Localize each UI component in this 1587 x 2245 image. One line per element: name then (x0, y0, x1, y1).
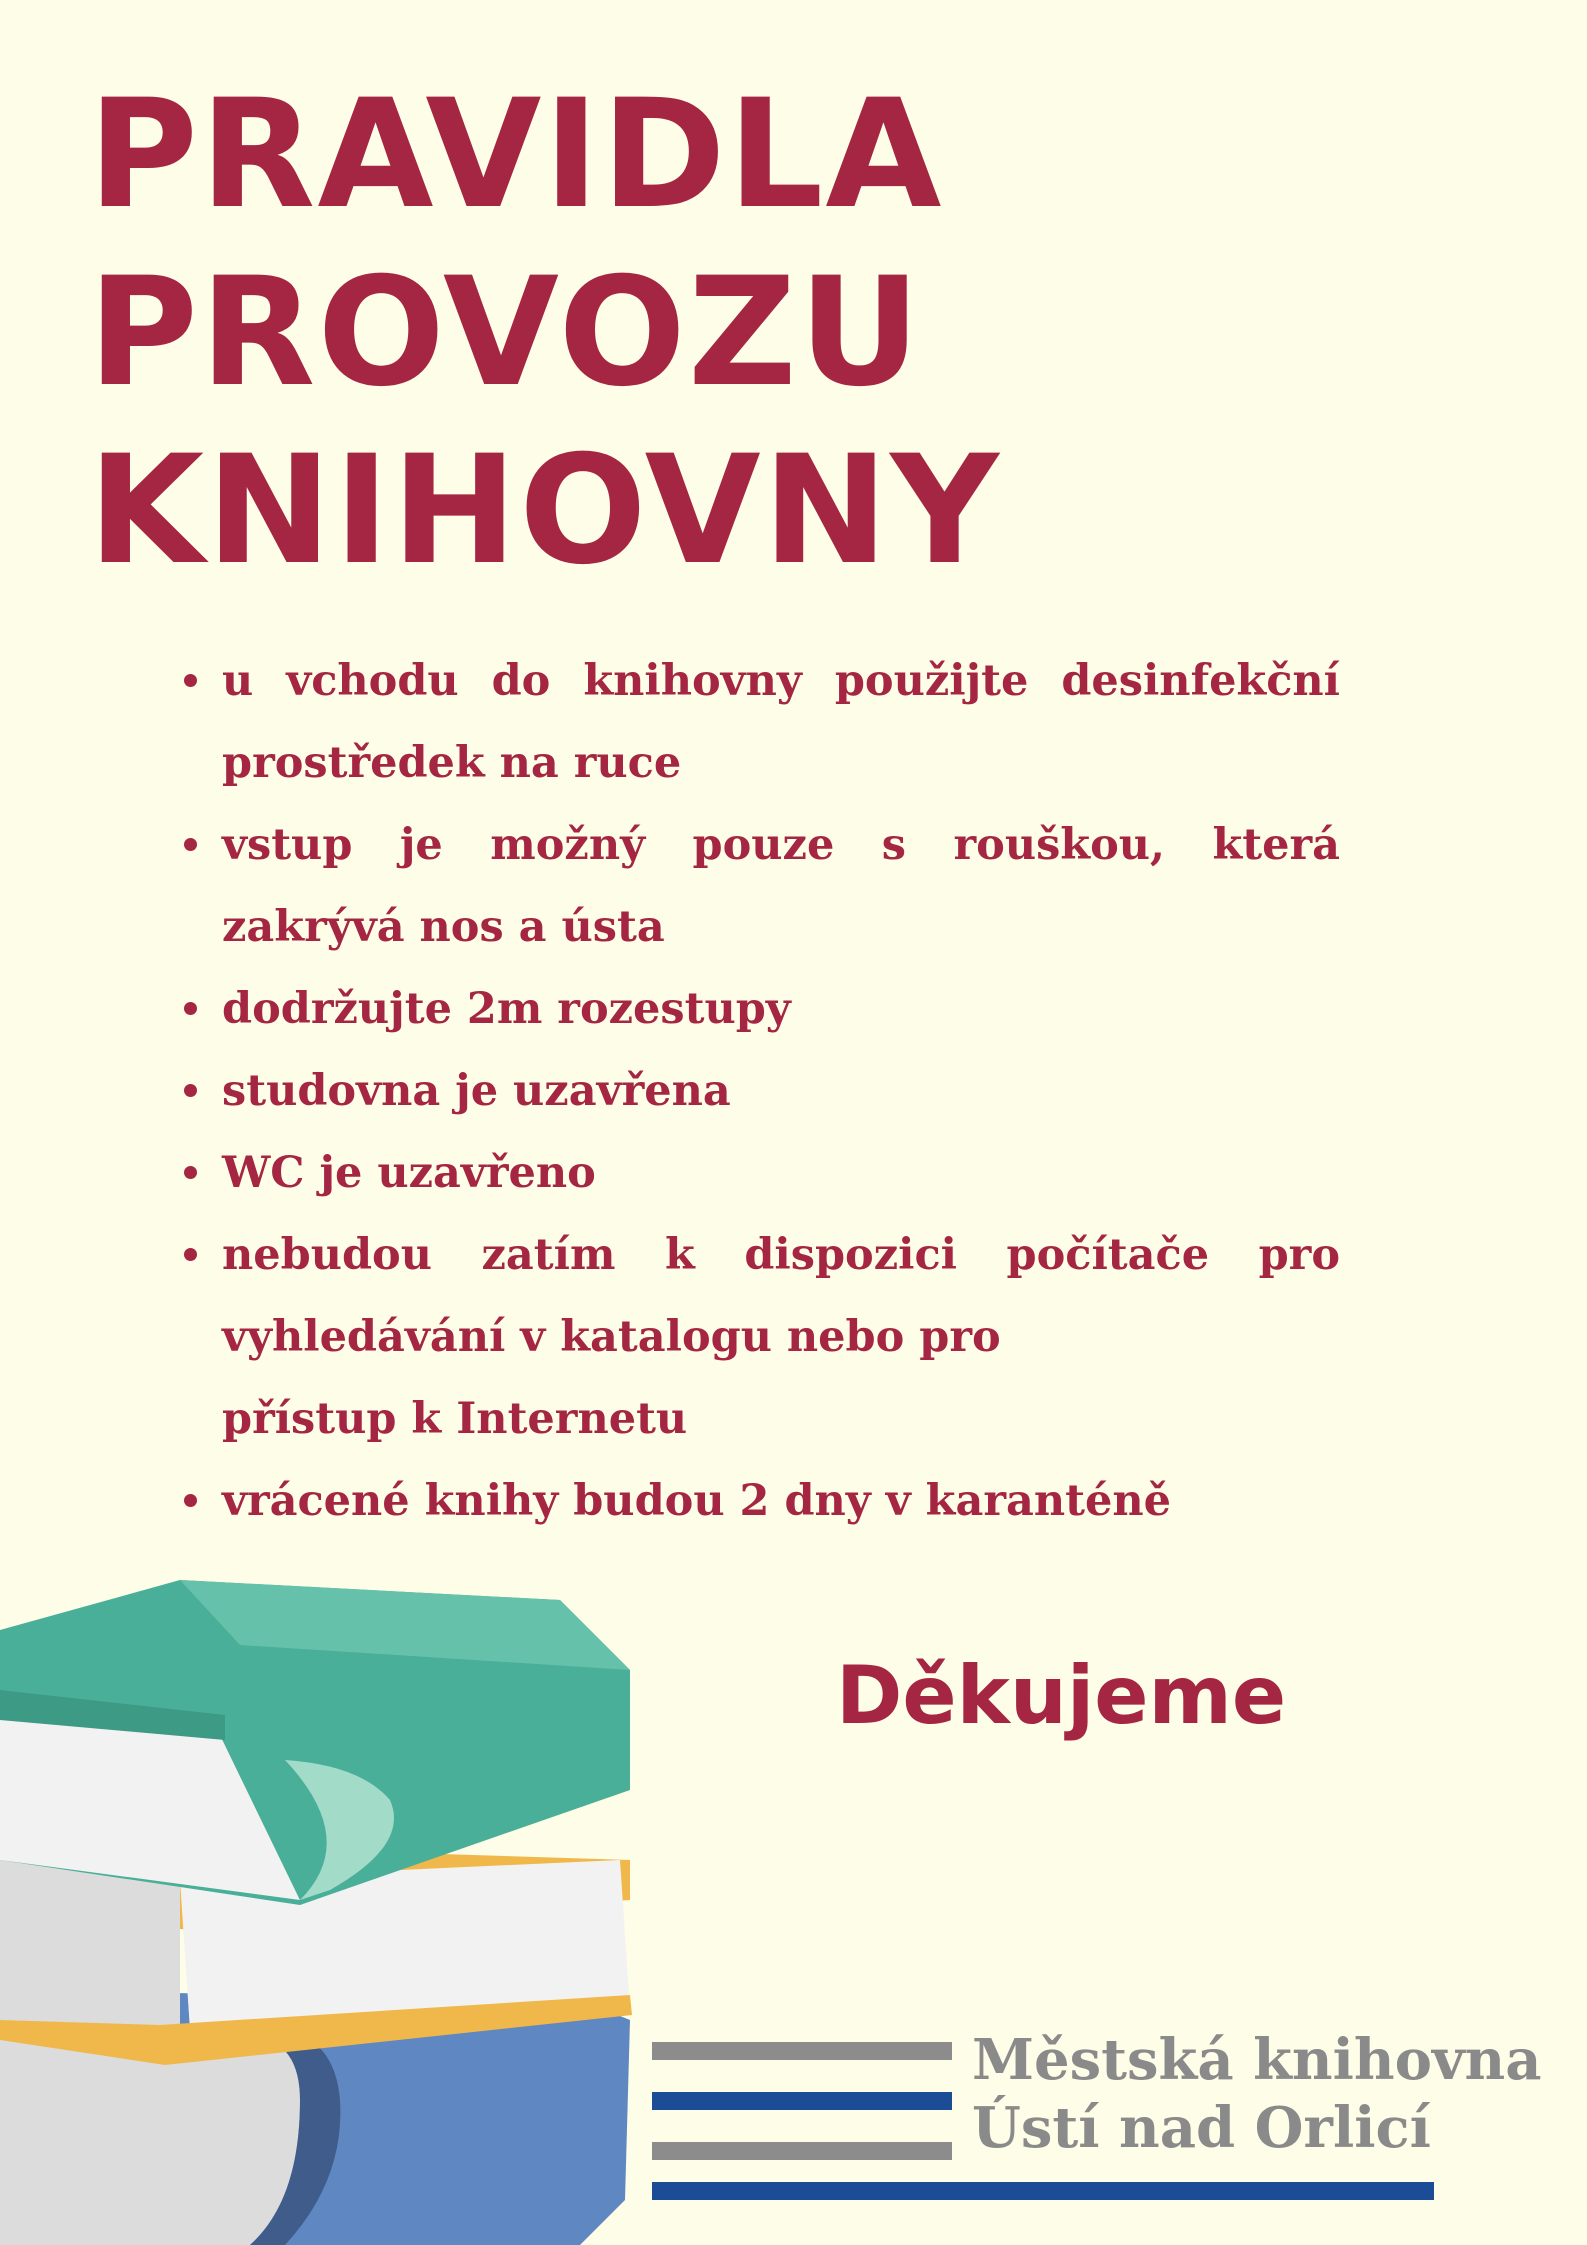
rule-line: WC je uzavřeno (222, 1148, 596, 1198)
rule-line: u vchodu do knihovny použijte desinfekční (222, 656, 1340, 706)
page-title (88, 66, 1001, 600)
title-line-1: PRAVIDLA (88, 68, 944, 242)
bullet-icon (184, 1084, 197, 1097)
rule-item (180, 640, 1340, 804)
logo-bar (652, 2142, 952, 2160)
thanks-text: Děkujeme (836, 1649, 1287, 1742)
rule-line: dodržujte 2m rozestupy (222, 984, 791, 1034)
green-book-icon (0, 1580, 630, 1905)
logo-bar (652, 2092, 952, 2110)
bullet-icon (184, 674, 197, 687)
bullet-icon (184, 1248, 197, 1261)
books-stack-icon (0, 1560, 660, 2245)
rule-item (180, 1050, 1340, 1132)
rule-line: vstup je možný pouze s rouškou, která (222, 820, 1340, 870)
rule-item (180, 1214, 1340, 1460)
rule-line: vrácené knihy budou 2 dny v karanténě (222, 1476, 1171, 1526)
rule-line: vyhledávání v katalogu nebo pro (222, 1312, 1001, 1362)
logo-bar (652, 2182, 1434, 2200)
logo-line-2: Ústí nad Orlicí (972, 2095, 1431, 2161)
bullet-icon (184, 1166, 197, 1179)
title-line-2: PROVOZU (88, 246, 923, 420)
title-line-3: KNIHOVNY (88, 424, 1001, 598)
rule-item (180, 968, 1340, 1050)
rules-list (180, 640, 1340, 1542)
rule-line: studovna je uzavřena (222, 1066, 731, 1116)
rule-line: zakrývá nos a ústa (222, 902, 665, 952)
rule-item (180, 1132, 1340, 1214)
bullet-icon (184, 1002, 197, 1015)
logo-line-1: Městská knihovna (972, 2027, 1542, 2093)
rule-line: nebudou zatím k dispozici počítače pro (222, 1230, 1340, 1280)
rule-line: přístup k Internetu (222, 1394, 688, 1444)
rule-item (180, 1460, 1340, 1542)
logo-text (972, 2026, 1542, 2162)
rule-line: prostředek na ruce (222, 738, 682, 788)
library-logo (652, 2027, 1552, 2230)
rule-item (180, 804, 1340, 968)
logo-bar (652, 2042, 952, 2060)
bullet-icon (184, 838, 197, 851)
bullet-icon (184, 1494, 197, 1507)
